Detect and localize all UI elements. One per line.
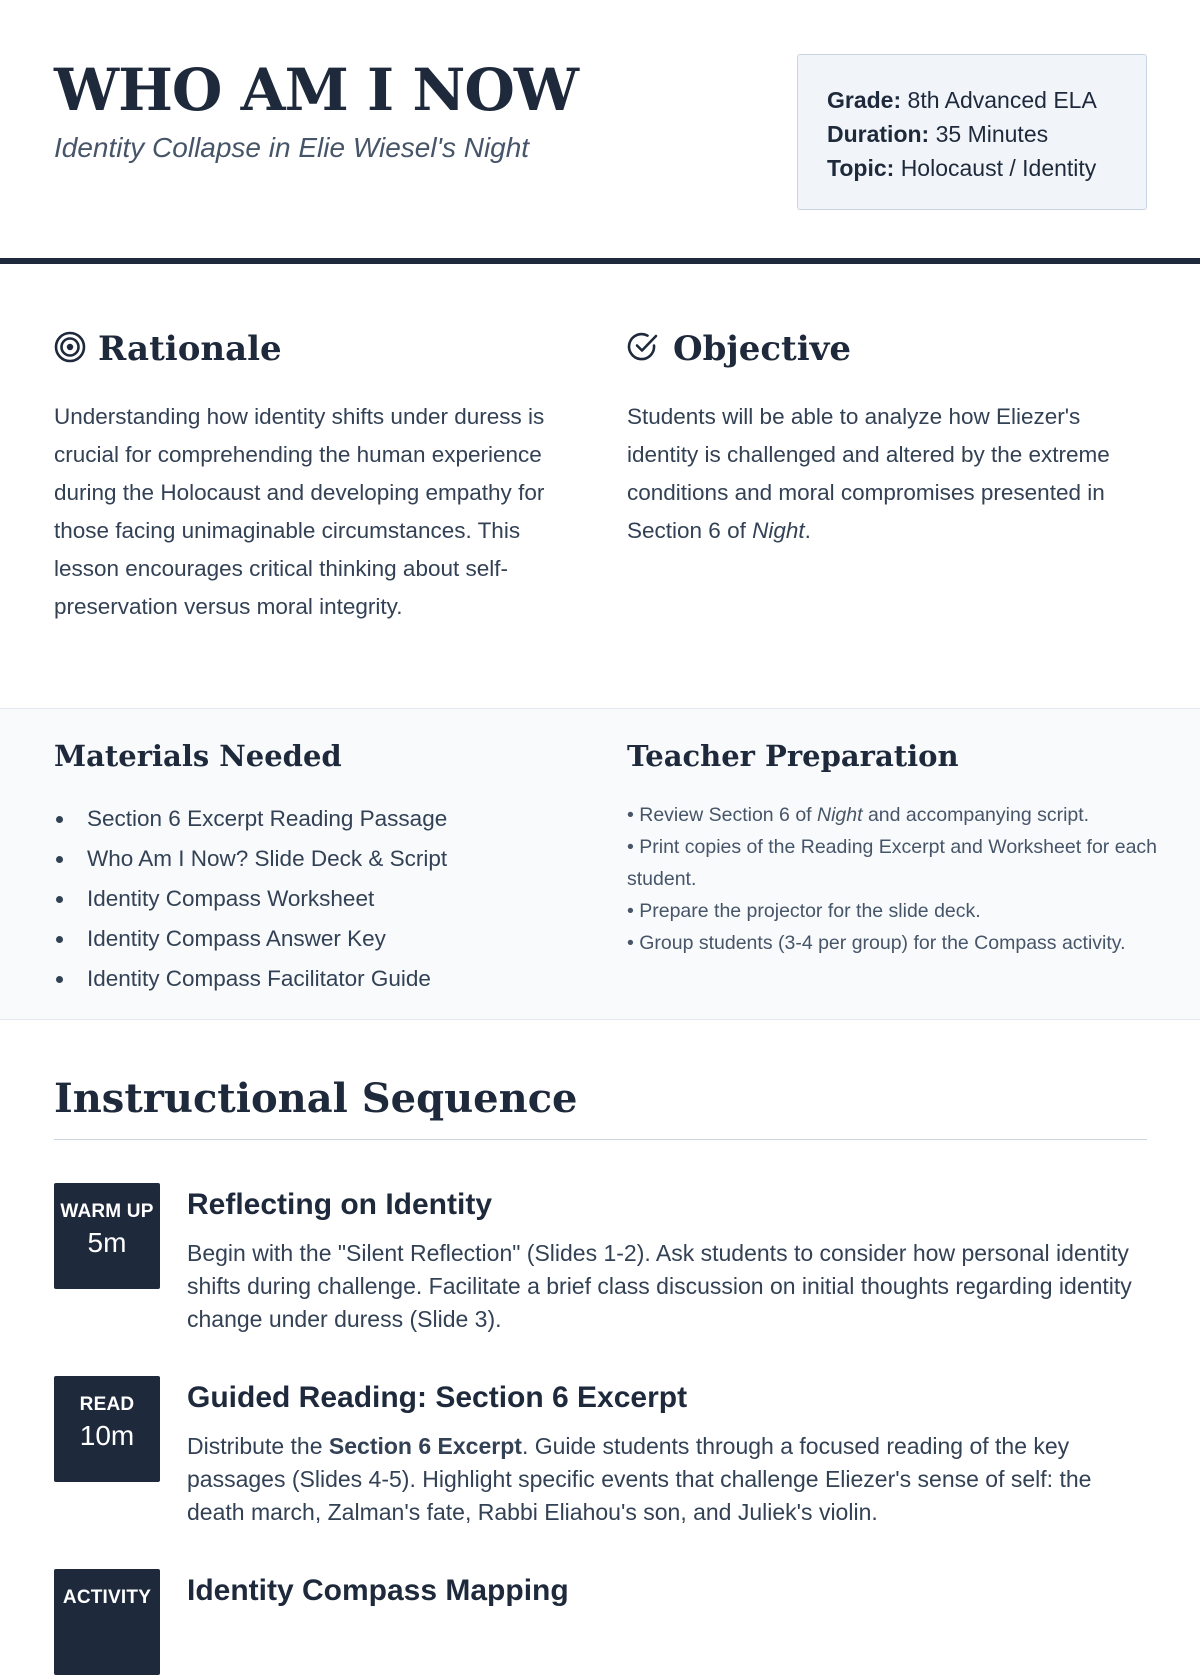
page-title: WHO AM I NOW bbox=[54, 56, 579, 124]
meta-duration bbox=[827, 117, 1146, 151]
materials-section bbox=[0, 708, 1200, 1020]
objective-heading: Objective bbox=[673, 329, 852, 369]
preparation-list bbox=[627, 799, 1167, 959]
sequence-heading: Instructional Sequence bbox=[54, 1075, 578, 1122]
prep-item: • Prepare the projector for the slide deck. bbox=[627, 900, 981, 922]
meta-grade-label: Grade: bbox=[827, 87, 902, 113]
section-divider bbox=[54, 1139, 1147, 1140]
list-item: Identity Compass Worksheet bbox=[54, 879, 594, 919]
meta-topic bbox=[827, 151, 1146, 185]
objective-block bbox=[627, 324, 1147, 550]
prep-item: • Review Section 6 of Night and accompanying script. bbox=[627, 804, 1090, 826]
prep-item: • Print copies of the Reading Excerpt and Worksheet for each student. bbox=[627, 836, 1158, 890]
list-item: Section 6 Excerpt Reading Passage bbox=[54, 799, 594, 839]
check-circle-icon bbox=[627, 331, 661, 368]
rationale-heading: Rationale bbox=[98, 329, 282, 369]
materials-heading: Materials Needed bbox=[54, 739, 342, 773]
step-duration: 10m bbox=[79, 1420, 135, 1451]
rationale-block bbox=[54, 324, 574, 626]
prep-item: • Group students (3-4 per group) for the Compass activity. bbox=[627, 932, 1126, 954]
step-title: Guided Reading: Section 6 Excerpt bbox=[187, 1381, 688, 1414]
step-badge-label: ACTIVITY bbox=[62, 1587, 152, 1608]
preparation-block bbox=[627, 739, 1167, 959]
step-badge-label: READ bbox=[79, 1394, 135, 1415]
lesson-header bbox=[0, 0, 1200, 264]
step-badge bbox=[54, 1376, 160, 1482]
materials-list bbox=[54, 799, 594, 999]
list-item: Who Am I Now? Slide Deck & Script bbox=[54, 839, 594, 879]
target-icon bbox=[54, 331, 86, 368]
page-subtitle: Identity Collapse in Elie Wiesel's Night bbox=[54, 132, 530, 163]
step-text: Begin with the "Silent Reflection" (Slides 1-2). Ask students to consider how personal identity shifts during challenge. Facilitate a brief class discussion on initial thoughts regarding identity change under duress (Slide 3). bbox=[187, 1240, 1132, 1332]
preparation-heading: Teacher Preparation bbox=[627, 739, 959, 773]
lesson-meta-box bbox=[797, 54, 1147, 210]
step-badge-label: WARM UP bbox=[60, 1201, 154, 1222]
list-item: Identity Compass Answer Key bbox=[54, 919, 594, 959]
meta-duration-value: 35 Minutes bbox=[935, 121, 1049, 147]
meta-grade-value: 8th Advanced ELA bbox=[907, 87, 1097, 113]
materials-block bbox=[54, 739, 594, 999]
objective-text: Students will be able to analyze how Eliezer's identity is challenged and altered by the extreme conditions and moral compromises presented in Section 6 of Night. bbox=[627, 404, 1110, 543]
rationale-text: Understanding how identity shifts under duress is crucial for comprehending the human experience during the Holocaust and developing empathy for those facing unimaginable circumstances. This lesson encourages critical thinking about self-preservation versus moral integrity. bbox=[54, 404, 545, 619]
step-duration: 5m bbox=[87, 1227, 127, 1258]
step-badge bbox=[54, 1183, 160, 1289]
step-text: Distribute the Section 6 Excerpt. Guide students through a focused reading of the key passages (Slides 4-5). Highlight specific events that challenge Eliezer's sense of self: the death march, Zalman's fate, Rabbi Eliahou's son, and Juliek's violin. bbox=[187, 1433, 1092, 1525]
meta-topic-value: Holocaust / Identity bbox=[900, 155, 1097, 181]
rationale-objective-section bbox=[0, 264, 1200, 708]
step-title: Reflecting on Identity bbox=[187, 1188, 493, 1221]
step-title: Identity Compass Mapping bbox=[187, 1574, 569, 1607]
meta-topic-label: Topic: bbox=[827, 155, 895, 181]
step-badge bbox=[54, 1569, 160, 1675]
meta-grade bbox=[827, 83, 1146, 117]
meta-duration-label: Duration: bbox=[827, 121, 930, 147]
list-item: Identity Compass Facilitator Guide bbox=[54, 959, 594, 999]
